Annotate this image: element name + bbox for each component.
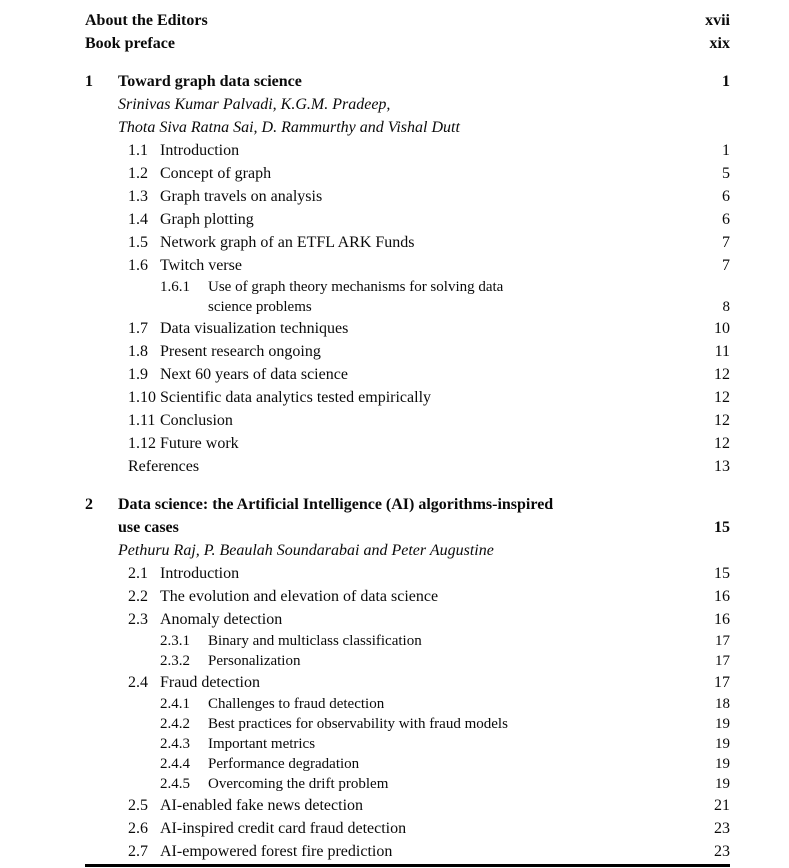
toc-page-number: 16: [714, 611, 730, 628]
toc-entry: [128, 185, 730, 208]
toc-page-number: 8: [722, 299, 730, 315]
front-matter-line: [85, 9, 730, 32]
toc-entry-line: [208, 631, 730, 651]
toc-entry: [128, 585, 730, 608]
toc-entry-body: [160, 317, 730, 340]
toc-entry-line: [160, 340, 730, 363]
chapter-number: 2: [85, 496, 93, 513]
toc-entry: [128, 162, 730, 185]
toc-entry-body: [160, 671, 730, 694]
toc-entry-body: [160, 208, 730, 231]
toc-page-number: 17: [715, 653, 730, 669]
chapter-authors: Srinivas Kumar Palvadi, K.G.M. Pradeep,: [118, 96, 391, 113]
front-matter-body: [85, 32, 730, 55]
toc-entry: [128, 562, 730, 585]
toc-entry-title: Present research ongoing: [160, 343, 321, 360]
toc-entry-number: 2.4: [128, 674, 148, 691]
toc-page-number: 12: [714, 435, 730, 452]
toc-entry-line: [208, 714, 730, 734]
chapter-heading: [85, 70, 730, 93]
toc-page-number: 17: [715, 633, 730, 649]
toc-entry: [160, 631, 730, 651]
toc-entry: [128, 254, 730, 277]
toc-entry-line: [160, 185, 730, 208]
toc-entry-line: [160, 208, 730, 231]
toc-entry-body: [160, 409, 730, 432]
toc-entry: [160, 754, 730, 774]
toc-entry: [160, 694, 730, 714]
toc-entry-line: [128, 455, 730, 478]
toc-page-number: 21: [714, 797, 730, 814]
toc-entry-line: [160, 671, 730, 694]
toc-entry: [128, 340, 730, 363]
toc-entry: [128, 455, 730, 478]
toc-entry-body: [160, 562, 730, 585]
toc-entry-number: 2.2: [128, 588, 148, 605]
toc-entry-title: Concept of graph: [160, 165, 272, 182]
front-matter-page-number: xix: [709, 35, 730, 52]
toc-entry-line: [208, 754, 730, 774]
toc-entry-title: Challenges to fraud detection: [208, 696, 385, 712]
toc-entry-number: 2.3.1: [160, 633, 190, 649]
toc-entry-title: Best practices for observability with fraud models: [208, 716, 508, 732]
toc-entry: [128, 432, 730, 455]
toc-entry-title: AI-enabled fake news detection: [160, 797, 364, 814]
toc-entry-title: Important metrics: [208, 736, 316, 752]
toc-page-number: 23: [714, 820, 730, 837]
toc-entry: [128, 817, 730, 840]
toc-entry-number: 2.1: [128, 565, 148, 582]
front-matter-line: [85, 32, 730, 55]
toc-entry-title: Overcoming the drift problem: [208, 776, 389, 792]
toc-entry-title: Data visualization techniques: [160, 320, 349, 337]
toc-entry-line: [160, 794, 730, 817]
front-matter-title: About the Editors: [85, 12, 208, 29]
toc-page-number: 19: [715, 776, 730, 792]
toc-entry: [128, 139, 730, 162]
toc-entry-number: 2.3: [128, 611, 148, 628]
toc-entry-title: References: [128, 458, 200, 475]
toc-entry-line: [160, 840, 730, 863]
toc-entry-body: [208, 694, 730, 714]
toc-entry-title: Personalization: [208, 653, 301, 669]
chapter-title-body: [118, 493, 730, 539]
toc-entry-body: [160, 231, 730, 254]
toc-entry-line: [208, 774, 730, 794]
toc-entry: [160, 734, 730, 754]
toc-entry-title: science problems: [208, 299, 312, 315]
front-matter-entry: [85, 9, 730, 32]
front-matter-entry: [85, 32, 730, 55]
toc-entry-number: 1.12: [128, 435, 156, 452]
toc-entry-line: [160, 139, 730, 162]
toc-entry-number: 2.4.1: [160, 696, 190, 712]
toc-page-number: 1: [722, 142, 730, 159]
toc-entry-line: [208, 651, 730, 671]
chapter-title-line: [118, 516, 730, 539]
toc-entry-line: [208, 277, 730, 297]
toc-entry-body: [208, 651, 730, 671]
toc-page-number: 6: [722, 188, 730, 205]
chapter-title-line: [118, 70, 730, 93]
toc-entry-line: [160, 562, 730, 585]
toc-entry-body: [160, 608, 730, 631]
toc-entry-line: [160, 608, 730, 631]
toc-entry-line: [160, 585, 730, 608]
toc-entry-body: [160, 185, 730, 208]
toc-entry-line: [160, 432, 730, 455]
toc-entry-title: AI-inspired credit card fraud detection: [160, 820, 407, 837]
toc-entry-line: [160, 363, 730, 386]
toc-page-number: 12: [714, 412, 730, 429]
front-matter-title: Book preface: [85, 35, 175, 52]
toc-entry-body: [160, 162, 730, 185]
toc-entry: [128, 317, 730, 340]
toc-entry-body: [128, 455, 730, 478]
toc-page-number: 19: [715, 756, 730, 772]
toc-entry-body: [160, 817, 730, 840]
toc-entry-body: [208, 714, 730, 734]
toc-entry-title: Introduction: [160, 565, 240, 582]
chapter-title-line: [118, 493, 730, 516]
toc-page-number: 10: [714, 320, 730, 337]
toc-entry: [128, 386, 730, 409]
toc-page-number: 12: [714, 366, 730, 383]
toc-entry-number: 1.6: [128, 257, 148, 274]
chapter-title: Data science: the Artificial Intelligence (AI) algorithms-inspired: [118, 496, 554, 513]
chapter-authors: Pethuru Raj, P. Beaulah Soundarabai and Peter Augustine: [118, 542, 494, 559]
toc-entry-body: [208, 734, 730, 754]
toc-entry-body: [160, 840, 730, 863]
toc-entry-number: 2.5: [128, 797, 148, 814]
toc-entry-number: 2.4.5: [160, 776, 190, 792]
toc-entry-line: [208, 734, 730, 754]
toc-entry-number: 1.9: [128, 366, 148, 383]
toc-entry-number: 2.6: [128, 820, 148, 837]
toc-page-number: 6: [722, 211, 730, 228]
toc-entry: [128, 363, 730, 386]
toc-entry-number: 1.3: [128, 188, 148, 205]
toc-entry-number: 2.7: [128, 843, 148, 860]
toc-entry-title: Binary and multiclass classification: [208, 633, 422, 649]
toc-entry-line: [160, 162, 730, 185]
toc-entry-number: 1.7: [128, 320, 148, 337]
toc-page-number: 17: [714, 674, 730, 691]
toc-entry: [128, 608, 730, 631]
toc-content: [85, 9, 730, 863]
toc-entry-number: 1.1: [128, 142, 148, 159]
toc-page-number: 19: [715, 716, 730, 732]
toc-entry-number: 1.10: [128, 389, 156, 406]
toc-entry-number: 2.3.2: [160, 653, 190, 669]
toc-page-number: 16: [714, 588, 730, 605]
toc-entry-body: [208, 774, 730, 794]
toc-entry-title: Anomaly detection: [160, 611, 283, 628]
toc-entry-line: [160, 386, 730, 409]
toc-entry-title: Conclusion: [160, 412, 233, 429]
toc-entry-number: 1.5: [128, 234, 148, 251]
toc-entry-title: Twitch verse: [160, 257, 242, 274]
front-matter-page-number: xvii: [705, 12, 730, 29]
chapter-authors: Thota Siva Ratna Sai, D. Rammurthy and Vishal Dutt: [118, 119, 460, 136]
toc-entry-title: The evolution and elevation of data science: [160, 588, 439, 605]
toc-entry-title: Use of graph theory mechanisms for solving data: [208, 279, 504, 295]
toc-entry-line: [160, 409, 730, 432]
toc-entry: [128, 840, 730, 863]
toc-entry-title: Performance degradation: [208, 756, 360, 772]
toc-entry: [160, 651, 730, 671]
toc-entry-body: [160, 340, 730, 363]
toc-entry-number: 1.2: [128, 165, 148, 182]
toc-entry-line: [208, 297, 730, 317]
chapter-block: [85, 70, 730, 478]
toc-entry-line: [160, 817, 730, 840]
toc-entry-body: [160, 363, 730, 386]
toc-entry-title: Future work: [160, 435, 239, 452]
toc-entry-body: [208, 277, 730, 317]
toc-entry-title: Fraud detection: [160, 674, 260, 691]
chapter-heading: [85, 493, 730, 539]
toc-entry-number: 2.4.2: [160, 716, 190, 732]
chapter-number: 1: [85, 73, 93, 90]
toc-page-number: 7: [722, 234, 730, 251]
toc-entry-title: Scientific data analytics tested empirically: [160, 389, 432, 406]
toc-entry-number: 1.4: [128, 211, 148, 228]
toc-entry-body: [208, 631, 730, 651]
toc-page-number: 18: [715, 696, 730, 712]
chapter-page-number: 15: [714, 519, 730, 536]
toc-entry-title: Next 60 years of data science: [160, 366, 348, 383]
toc-entry-number: 1.6.1: [160, 279, 190, 295]
toc-entry-body: [208, 754, 730, 774]
toc-entry: [160, 774, 730, 794]
toc-entry-line: [160, 317, 730, 340]
toc-page-number: 11: [714, 343, 730, 360]
toc-entry: [128, 231, 730, 254]
toc-page-number: 13: [714, 458, 730, 475]
toc-entry-title: AI-empowered forest fire prediction: [160, 843, 393, 860]
toc-page-number: 12: [714, 389, 730, 406]
chapter-page-number: 1: [722, 73, 730, 90]
toc-entry-body: [160, 139, 730, 162]
toc-entry-title: Graph plotting: [160, 211, 254, 228]
bottom-rule: [85, 864, 730, 867]
toc-page-number: 23: [714, 843, 730, 860]
toc-entry-line: [208, 694, 730, 714]
toc-page-number: 7: [722, 257, 730, 274]
toc-entry: [128, 409, 730, 432]
toc-entry-number: 1.11: [128, 412, 156, 429]
toc-entry: [160, 277, 730, 317]
toc-entry-line: [160, 254, 730, 277]
toc-entry-title: Graph travels on analysis: [160, 188, 323, 205]
toc-entry-number: 2.4.3: [160, 736, 190, 752]
toc-entry: [128, 671, 730, 694]
toc-entry: [128, 794, 730, 817]
toc-entry-number: 1.8: [128, 343, 148, 360]
chapter-title: use cases: [118, 519, 179, 536]
toc-page-number: 5: [722, 165, 730, 182]
chapter-title: Toward graph data science: [118, 73, 302, 90]
chapter-block: [85, 493, 730, 863]
toc-page-number: 15: [714, 565, 730, 582]
chapter-title-body: [118, 70, 730, 93]
toc-entry: [160, 714, 730, 734]
toc-entry-body: [160, 432, 730, 455]
toc-entry-title: Introduction: [160, 142, 240, 159]
toc-entry-body: [160, 794, 730, 817]
toc-entry-line: [160, 231, 730, 254]
toc-entry-body: [160, 585, 730, 608]
toc-entry-title: Network graph of an ETFL ARK Funds: [160, 234, 415, 251]
toc-entry-number: 2.4.4: [160, 756, 190, 772]
front-matter-body: [85, 9, 730, 32]
toc-entry-body: [160, 254, 730, 277]
toc-entry-body: [160, 386, 730, 409]
toc-entry: [128, 208, 730, 231]
toc-page-number: 19: [715, 736, 730, 752]
